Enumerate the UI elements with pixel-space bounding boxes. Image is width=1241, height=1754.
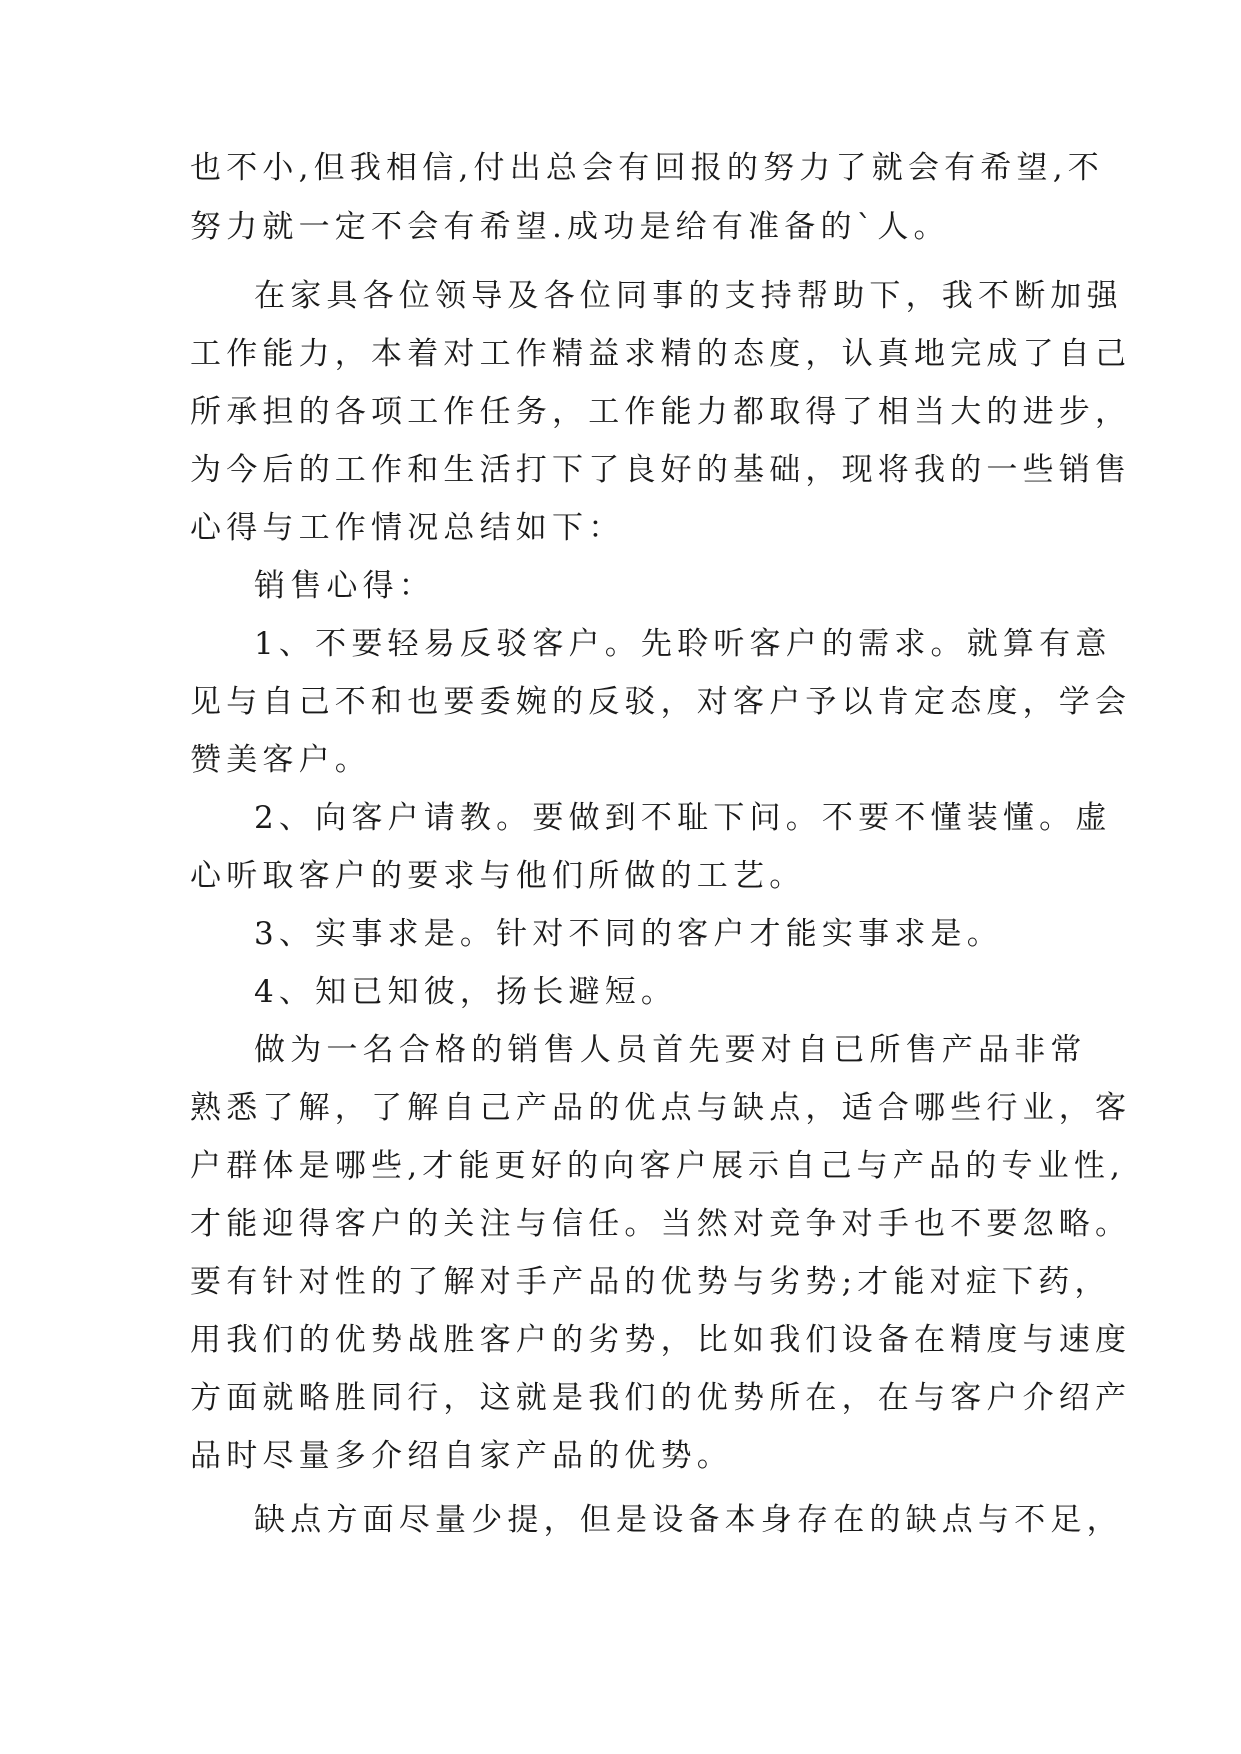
paragraph-start-line: 做为一名合格的销售人员首先要对自已所售产品非常: [254, 1032, 1087, 1068]
list-item-3: 3、实事求是。针对不同的客户才能实事求是。: [254, 916, 1003, 952]
paragraph-start-line: 在家具各位领导及各位同事的支持帮助下，我不断加强: [254, 278, 1123, 314]
text-line: 品时尽量多介绍自家产品的优势。: [190, 1438, 733, 1474]
text-line: 所承担的各项工作任务，工作能力都取得了相当大的进步，: [190, 394, 1132, 430]
text-line: 努力就一定不会有希望.成功是给有准备的`人。: [190, 209, 950, 245]
paragraph-start-line: 缺点方面尽量少提，但是设备本身存在的缺点与不足，: [254, 1502, 1123, 1538]
text-line: 见与自己不和也要委婉的反驳，对客户予以肯定态度，学会: [190, 684, 1132, 720]
text-line: 熟悉了解，了解自己产品的优点与缺点，适合哪些行业，客: [190, 1090, 1132, 1126]
text-line: 用我们的优势战胜客户的劣势，比如我们设备在精度与速度: [190, 1322, 1132, 1358]
text-line: 方面就略胜同行，这就是我们的优势所在，在与客户介绍产: [190, 1380, 1132, 1416]
list-item-1: 1、不要轻易反驳客户。先聆听客户的需求。就算有意: [254, 626, 1112, 662]
text-line: 赞美客户。: [190, 742, 371, 778]
text-line: 户群体是哪些,才能更好的向客户展示自己与产品的专业性,: [190, 1148, 1126, 1184]
text-line: 心听取客户的要求与他们所做的工艺。: [190, 858, 806, 894]
text-line: 为今后的工作和生活打下了良好的基础，现将我的一些销售: [190, 452, 1132, 488]
list-item-4: 4、知已知彼，扬长避短。: [254, 974, 678, 1010]
text-line: 要有针对性的了解对手产品的优势与劣势;才能对症下药，: [190, 1264, 1111, 1300]
text-line: 工作能力，本着对工作精益求精的态度，认真地完成了自己: [190, 336, 1132, 372]
list-item-2: 2、向客户请教。要做到不耻下问。不要不懂装懂。虚: [254, 800, 1112, 836]
text-line: 心得与工作情况总结如下：: [190, 510, 625, 546]
text-line: 才能迎得客户的关注与信任。当然对竞争对手也不要忽略。: [190, 1206, 1132, 1242]
text-line: 也不小,但我相信,付出总会有回报的努力了就会有希望,不: [190, 150, 1104, 186]
section-heading: 销售心得：: [254, 568, 435, 604]
